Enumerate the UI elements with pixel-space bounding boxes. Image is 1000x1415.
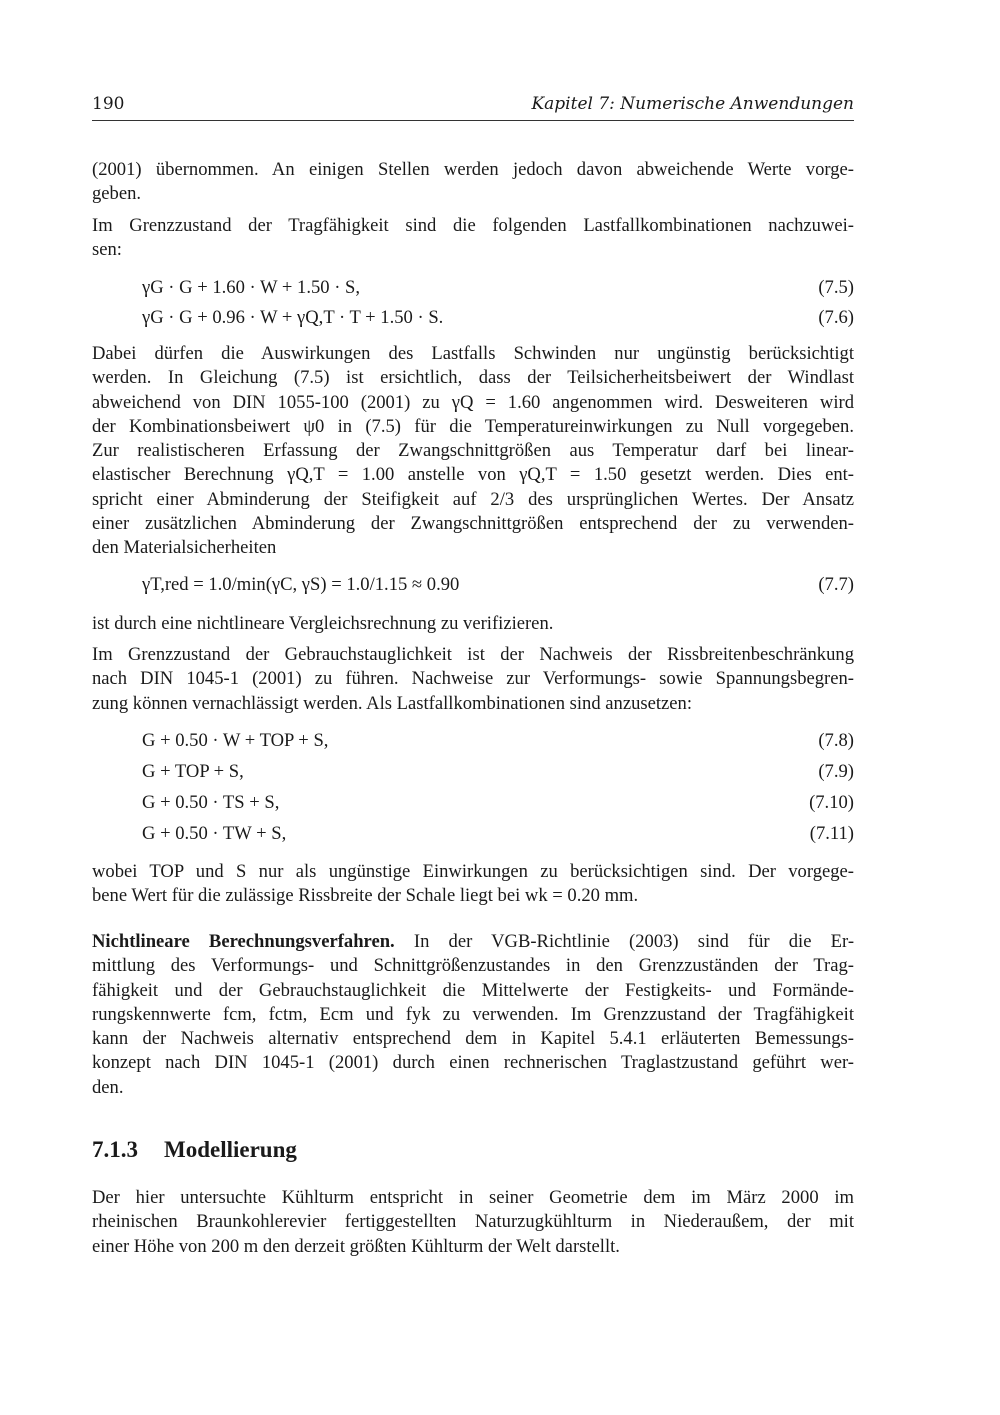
text-line: nach DIN 1045-1 (2001) zu führen. Nachweise zur Verformungs- sowie Spannungsbegren- bbox=[92, 668, 854, 690]
text-line: rungskennwerte fcm, fctm, Ecm und fyk zu verwenden. Im Grenzzustand der Tragfähigkeit bbox=[92, 1003, 854, 1025]
text-line: den. bbox=[92, 1076, 124, 1098]
equation-expression: γG · G + 0.96 · W + γQ,T · T + 1.50 · S. bbox=[142, 307, 444, 328]
equation-7-7 bbox=[142, 574, 854, 600]
equation-7-11 bbox=[142, 823, 854, 849]
equation-number: (7.8) bbox=[818, 730, 854, 751]
text-line: sen: bbox=[92, 239, 122, 261]
paragraph-heading: Nichtlineare Berechnungsverfahren. bbox=[92, 931, 395, 952]
equation-7-9 bbox=[142, 761, 854, 787]
text-line: Zur realistischeren Erfassung der Zwangschnittgrößen aus Temperatur darf bei linear- bbox=[92, 440, 854, 462]
equation-7-6 bbox=[142, 307, 854, 333]
text-line: Der hier untersuchte Kühlturm entspricht in seiner Geometrie dem im März 2000 im bbox=[92, 1187, 854, 1208]
equation-expression: γT,red = 1.0/min(γC, γS) = 1.0/1.15 ≈ 0.90 bbox=[142, 574, 460, 595]
text-line: elastischer Berechnung γQ,T = 1.00 anstelle von γQ,T = 1.50 gesetzt werden. Dies ent- bbox=[92, 464, 854, 486]
equation-7-5 bbox=[142, 277, 854, 303]
text-line: geben. bbox=[92, 183, 142, 205]
text-line: ist durch eine nichtlineare Vergleichsrechnung zu verifizieren. bbox=[92, 613, 554, 634]
paragraph-3 bbox=[92, 342, 854, 561]
text-line: einer Höhe von 200 m den derzeit größten Kühlturm der Welt darstellt. bbox=[92, 1235, 620, 1257]
equation-7-8 bbox=[142, 730, 854, 756]
text-line: abweichend von DIN 1055-100 (2001) zu γQ = 1.60 angenommen wird. Desweiteren wird bbox=[92, 391, 854, 413]
paragraph-6 bbox=[92, 860, 854, 909]
text-line: den Materialsicherheiten bbox=[92, 537, 277, 559]
equation-expression: G + TOP + S, bbox=[142, 761, 244, 782]
text-line: (2001) übernommen. An einigen Stellen werden jedoch davon abweichende Werte vorge- bbox=[92, 159, 854, 180]
text-fragment: In der VGB-Richtlinie (2003) sind für die Er- bbox=[413, 931, 855, 952]
text-line: spricht einer Abminderung der Steifigkeit auf 2/3 des ursprünglichen Wertes. Der Ansatz bbox=[92, 488, 854, 510]
section-heading bbox=[92, 1137, 297, 1163]
equation-number: (7.9) bbox=[818, 761, 854, 782]
paragraph-5 bbox=[92, 643, 854, 716]
text-line: einer zusätzlichen Abminderung der Zwangschnittgrößen entsprechend der zu verwenden- bbox=[92, 513, 854, 535]
text-line: der Kombinationsbeiwert ψ0 in (7.5) für die Temperatureinwirkungen zu Null vorgegeben. bbox=[92, 415, 854, 437]
section-title: Modellierung bbox=[164, 1137, 297, 1162]
paragraph-1 bbox=[92, 158, 854, 207]
page-number: 190 bbox=[92, 94, 125, 114]
equation-number: (7.6) bbox=[818, 307, 854, 328]
equation-7-10 bbox=[142, 792, 854, 818]
equation-expression: G + 0.50 · TS + S, bbox=[142, 792, 280, 813]
text-line: konzept nach DIN 1045-1 (2001) durch einen rechnerischen Traglastzustand geführt wer- bbox=[92, 1052, 854, 1074]
paragraph-7 bbox=[92, 930, 854, 1100]
text-line bbox=[92, 930, 854, 954]
page-header bbox=[92, 94, 854, 121]
equation-number: (7.11) bbox=[809, 823, 854, 844]
equation-expression: G + 0.50 · TW + S, bbox=[142, 823, 287, 844]
section-number: 7.1.3 bbox=[92, 1137, 138, 1162]
text-line: Im Grenzzustand der Gebrauchstauglichkeit ist der Nachweis der Rissbreitenbeschränkung bbox=[92, 644, 854, 665]
paragraph-2 bbox=[92, 214, 854, 263]
text-line: fähigkeit und der Gebrauchstauglichkeit die Mittelwerte der Festigkeits- und Formände- bbox=[92, 979, 854, 1001]
text-line: zung können vernachlässigt werden. Als Lastfallkombinationen sind anzusetzen: bbox=[92, 692, 693, 714]
text-line: Dabei dürfen die Auswirkungen des Lastfalls Schwinden nur ungünstig berücksichtigt bbox=[92, 343, 854, 364]
text-line: mittlung des Verformungs- und Schnittgrößenzustandes in den Grenzzuständen der Trag- bbox=[92, 955, 854, 977]
text-line: werden. In Gleichung (7.5) ist ersichtlich, dass der Teilsicherheitsbeiwert der Windlast bbox=[92, 367, 854, 389]
equation-number: (7.10) bbox=[809, 792, 854, 813]
text-line: Im Grenzzustand der Tragfähigkeit sind die folgenden Lastfallkombinationen nachzuwei- bbox=[92, 215, 854, 236]
paragraph-4 bbox=[92, 612, 854, 636]
text-line: bene Wert für die zulässige Rissbreite der Schale liegt bei wk = 0.20 mm. bbox=[92, 885, 639, 907]
equation-number: (7.5) bbox=[818, 277, 854, 298]
paragraph-8 bbox=[92, 1186, 854, 1259]
equation-expression: γG · G + 1.60 · W + 1.50 · S, bbox=[142, 277, 361, 298]
text-line: kann der Nachweis alternativ entsprechend dem in Kapitel 5.4.1 erläuterten Bemessungs- bbox=[92, 1028, 854, 1050]
equation-expression: G + 0.50 · W + TOP + S, bbox=[142, 730, 329, 751]
text-line: rheinischen Braunkohlerevier fertiggestellten Naturzugkühlturm in Niederaußem, der mit bbox=[92, 1211, 854, 1233]
chapter-title: Kapitel 7: Numerische Anwendungen bbox=[531, 94, 854, 114]
equation-number: (7.7) bbox=[818, 574, 854, 595]
text-line: wobei TOP und S nur als ungünstige Einwirkungen zu berücksichtigen sind. Der vorgege- bbox=[92, 861, 854, 882]
